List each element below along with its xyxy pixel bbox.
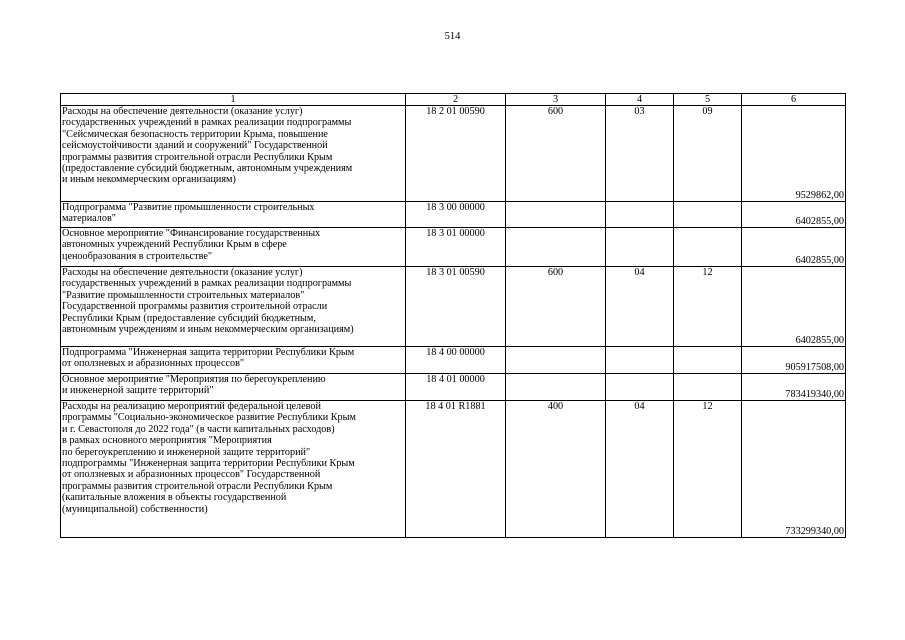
page-number: 514 [444, 31, 461, 42]
item-name-cell [61, 202, 406, 228]
table-row [61, 106, 846, 202]
column-header: 4 [606, 94, 674, 106]
column-header: 2 [406, 94, 506, 106]
section-cell: 03 [606, 106, 674, 202]
subsection-cell [674, 347, 742, 374]
item-name: Расходы на реализацию мероприятий федеральной целевой программы "Социально-экономическое развитие Республики Крым и г. Севастополя до 2022 года" (в части капитальных расходов) в рамках основного мероприятия "Мероприятия по берегоукреплению и инженерной защите территорий" подпрограммы "Инженерная защита территории Республики Крым от оползневых и абразионных процессов" Государственной программы развития строительной отрасли Республики Крым (капитальные вложения в объекты государственной (муниципальной) собственности) [62, 401, 356, 515]
section-cell [606, 374, 674, 401]
subsection-cell: 12 [674, 401, 742, 538]
table-row [61, 401, 846, 538]
item-name: Основное мероприятие "Финансирование государственных автономных учреждений Республики Крым в сфере ценообразования в строительстве" [62, 228, 321, 262]
item-name: Расходы на обеспечение деятельности (оказание услуг) государственных учреждений в рамках реализации подпрограммы "Сейсмическая безопасность территории Крыма, повышение сейсмоустойчивости зданий и сооружений" Государственной программы развития строительной отрасли Республики Крым (предоставление субсидий бюджетным, автономным учреждениям и иным некоммерческим организациям) [62, 106, 353, 186]
table-row [61, 347, 846, 374]
amount-cell: 6402855,00 [742, 228, 846, 267]
csr-code-cell: 18 2 01 00590 [406, 106, 506, 202]
budget-table [60, 93, 846, 538]
item-name-cell [61, 347, 406, 374]
item-name: Подпрограмма "Развитие промышленности строительных материалов" [62, 202, 315, 225]
amount-cell: 905917508,00 [742, 347, 846, 374]
csr-code-cell: 18 4 00 00000 [406, 347, 506, 374]
item-name-cell [61, 267, 406, 347]
csr-code-cell: 18 3 00 00000 [406, 202, 506, 228]
csr-code-cell: 18 3 01 00590 [406, 267, 506, 347]
csr-code-cell: 18 4 01 00000 [406, 374, 506, 401]
section-cell [606, 347, 674, 374]
item-name: Расходы на обеспечение деятельности (оказание услуг) государственных учреждений в рамках реализации подпрограммы "Развитие промышленности строительных материалов" Государственной программы развития строительной отрасли Республики Крым (предоставление субсидий бюджетным, автономным учреждениям и иным некоммерческим организациям) [62, 267, 354, 336]
expense-type-cell [506, 347, 606, 374]
section-cell: 04 [606, 401, 674, 538]
column-header: 5 [674, 94, 742, 106]
csr-code-cell: 18 4 01 R1881 [406, 401, 506, 538]
amount-cell: 733299340,00 [742, 401, 846, 538]
subsection-cell [674, 228, 742, 267]
item-name-cell [61, 228, 406, 267]
column-header: 6 [742, 94, 846, 106]
item-name: Подпрограмма "Инженерная защита территории Республики Крым от оползневых и абразионных процессов" [62, 347, 355, 370]
table-row [61, 267, 846, 347]
subsection-cell: 12 [674, 267, 742, 347]
expense-type-cell: 600 [506, 267, 606, 347]
subsection-cell [674, 374, 742, 401]
amount-cell: 783419340,00 [742, 374, 846, 401]
csr-code-cell: 18 3 01 00000 [406, 228, 506, 267]
expense-type-cell [506, 374, 606, 401]
item-name-cell [61, 401, 406, 538]
expense-type-cell [506, 202, 606, 228]
subsection-cell: 09 [674, 106, 742, 202]
section-cell: 04 [606, 267, 674, 347]
table-header-row [61, 94, 846, 106]
table-row [61, 228, 846, 267]
subsection-cell [674, 202, 742, 228]
amount-cell: 9529862,00 [742, 106, 846, 202]
section-cell [606, 202, 674, 228]
column-header: 1 [61, 94, 406, 106]
expense-type-cell [506, 228, 606, 267]
item-name: Основное мероприятие "Мероприятия по берегоукреплению и инженерной защите территорий" [62, 374, 326, 397]
item-name-cell [61, 106, 406, 202]
section-cell [606, 228, 674, 267]
amount-cell: 6402855,00 [742, 267, 846, 347]
column-header: 3 [506, 94, 606, 106]
table-row [61, 374, 846, 401]
expense-type-cell: 400 [506, 401, 606, 538]
expense-type-cell: 600 [506, 106, 606, 202]
table-row [61, 202, 846, 228]
item-name-cell [61, 374, 406, 401]
amount-cell: 6402855,00 [742, 202, 846, 228]
